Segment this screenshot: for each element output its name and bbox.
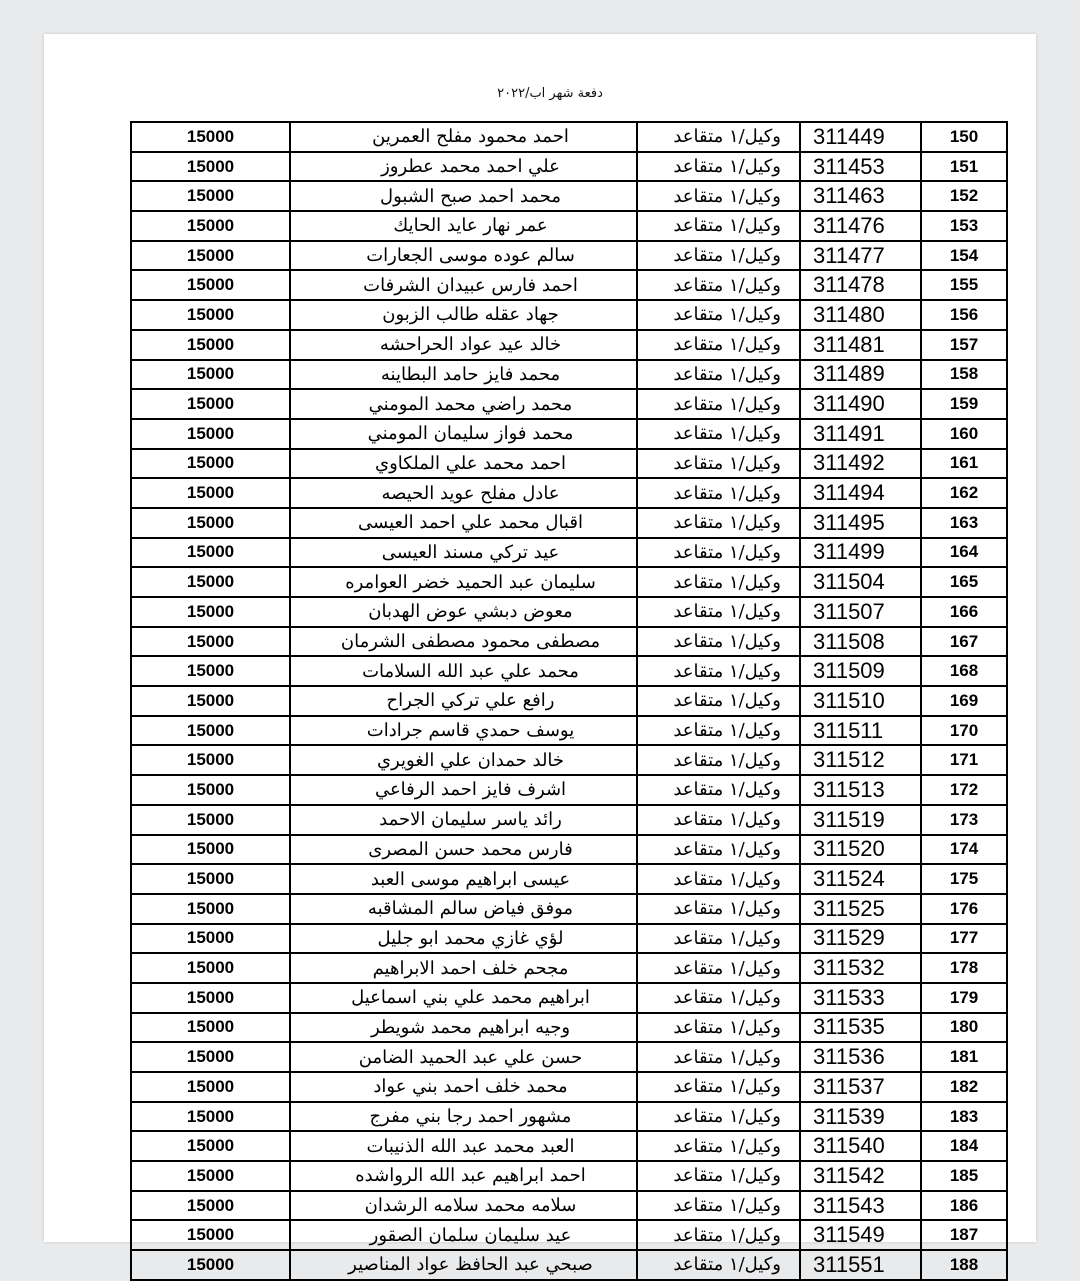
person-name-cell: عيد تركي مسند العيسى [290, 538, 637, 568]
amount-cell: 15000 [131, 508, 290, 538]
sequence-number-cell: 156 [921, 300, 1007, 330]
person-name-cell: احمد فارس عبيدان الشرفات [290, 270, 637, 300]
rank-status-cell: وكيل/١ متقاعد [637, 1161, 800, 1191]
amount-cell: 15000 [131, 1102, 290, 1132]
person-name-cell: سلامه محمد سلامه الرشدان [290, 1191, 637, 1221]
table-row [131, 745, 1007, 775]
employee-code-cell: 311536 [800, 1042, 921, 1072]
sequence-number-cell: 160 [921, 419, 1007, 449]
person-name-cell: احمد ابراهيم عبد الله الرواشده [290, 1161, 637, 1191]
amount-cell: 15000 [131, 1250, 290, 1280]
table-row [131, 389, 1007, 419]
person-name-cell: عادل مفلح عويد الحيصه [290, 478, 637, 508]
person-name-cell: احمد محمود مفلح العمرين [290, 122, 637, 152]
rank-status-cell: وكيل/١ متقاعد [637, 745, 800, 775]
person-name-cell: محمد خلف احمد بني عواد [290, 1072, 637, 1102]
amount-cell: 15000 [131, 1072, 290, 1102]
sequence-number-cell: 157 [921, 330, 1007, 360]
person-name-cell: محمد فايز حامد البطاينه [290, 360, 637, 390]
person-name-cell: محمد راضي محمد المومني [290, 389, 637, 419]
rank-status-cell: وكيل/١ متقاعد [637, 181, 800, 211]
amount-cell: 15000 [131, 745, 290, 775]
sequence-number-cell: 178 [921, 953, 1007, 983]
rank-status-cell: وكيل/١ متقاعد [637, 508, 800, 538]
employee-code-cell: 311492 [800, 449, 921, 479]
table-row [131, 1102, 1007, 1132]
employee-code-cell: 311532 [800, 953, 921, 983]
amount-cell: 15000 [131, 211, 290, 241]
table-row [131, 1042, 1007, 1072]
amount-cell: 15000 [131, 1161, 290, 1191]
table-row [131, 1191, 1007, 1221]
table-row [131, 1131, 1007, 1161]
table-row [131, 478, 1007, 508]
sequence-number-cell: 165 [921, 567, 1007, 597]
sequence-number-cell: 168 [921, 656, 1007, 686]
employee-code-cell: 311477 [800, 241, 921, 271]
sequence-number-cell: 170 [921, 716, 1007, 746]
amount-cell: 15000 [131, 449, 290, 479]
rank-status-cell: وكيل/١ متقاعد [637, 1250, 800, 1280]
rank-status-cell: وكيل/١ متقاعد [637, 924, 800, 954]
employee-code-cell: 311519 [800, 805, 921, 835]
person-name-cell: عيد سليمان سلمان الصقور [290, 1220, 637, 1250]
rank-status-cell: وكيل/١ متقاعد [637, 300, 800, 330]
amount-cell: 15000 [131, 894, 290, 924]
person-name-cell: العبد محمد عبد الله الذنيبات [290, 1131, 637, 1161]
rank-status-cell: وكيل/١ متقاعد [637, 389, 800, 419]
employee-code-cell: 311449 [800, 122, 921, 152]
person-name-cell: ابراهيم محمد علي بني اسماعيل [290, 983, 637, 1013]
sequence-number-cell: 159 [921, 389, 1007, 419]
amount-cell: 15000 [131, 716, 290, 746]
person-name-cell: عمر نهار عايد الحايك [290, 211, 637, 241]
table-row [131, 686, 1007, 716]
table-row [131, 181, 1007, 211]
rank-status-cell: وكيل/١ متقاعد [637, 864, 800, 894]
employee-code-cell: 311491 [800, 419, 921, 449]
amount-cell: 15000 [131, 1131, 290, 1161]
amount-cell: 15000 [131, 924, 290, 954]
sequence-number-cell: 166 [921, 597, 1007, 627]
employee-code-cell: 311509 [800, 656, 921, 686]
rank-status-cell: وكيل/١ متقاعد [637, 1102, 800, 1132]
sequence-number-cell: 152 [921, 181, 1007, 211]
amount-cell: 15000 [131, 686, 290, 716]
sequence-number-cell: 176 [921, 894, 1007, 924]
sequence-number-cell: 151 [921, 152, 1007, 182]
table-row [131, 122, 1007, 152]
table-row [131, 330, 1007, 360]
person-name-cell: محمد فواز سليمان المومني [290, 419, 637, 449]
amount-cell: 15000 [131, 775, 290, 805]
sequence-number-cell: 161 [921, 449, 1007, 479]
amount-cell: 15000 [131, 241, 290, 271]
sequence-number-cell: 167 [921, 627, 1007, 657]
rank-status-cell: وكيل/١ متقاعد [637, 538, 800, 568]
rank-status-cell: وكيل/١ متقاعد [637, 478, 800, 508]
rank-status-cell: وكيل/١ متقاعد [637, 419, 800, 449]
table-row [131, 864, 1007, 894]
table-row [131, 152, 1007, 182]
amount-cell: 15000 [131, 627, 290, 657]
amount-cell: 15000 [131, 805, 290, 835]
sequence-number-cell: 186 [921, 1191, 1007, 1221]
person-name-cell: معوض دبشي عوض الهدبان [290, 597, 637, 627]
amount-cell: 15000 [131, 656, 290, 686]
sequence-number-cell: 153 [921, 211, 1007, 241]
person-name-cell: يوسف حمدي قاسم جرادات [290, 716, 637, 746]
table-row [131, 953, 1007, 983]
employee-code-cell: 311490 [800, 389, 921, 419]
sequence-number-cell: 150 [921, 122, 1007, 152]
rank-status-cell: وكيل/١ متقاعد [637, 449, 800, 479]
rank-status-cell: وكيل/١ متقاعد [637, 1042, 800, 1072]
employee-code-cell: 311463 [800, 181, 921, 211]
amount-cell: 15000 [131, 538, 290, 568]
amount-cell: 15000 [131, 478, 290, 508]
rank-status-cell: وكيل/١ متقاعد [637, 894, 800, 924]
table-row [131, 449, 1007, 479]
table-row [131, 270, 1007, 300]
sequence-number-cell: 180 [921, 1013, 1007, 1043]
amount-cell: 15000 [131, 122, 290, 152]
table-row [131, 656, 1007, 686]
table-row [131, 567, 1007, 597]
rank-status-cell: وكيل/١ متقاعد [637, 360, 800, 390]
amount-cell: 15000 [131, 181, 290, 211]
person-name-cell: صبحي عبد الحافظ عواد المناصير [290, 1250, 637, 1280]
employee-code-cell: 311507 [800, 597, 921, 627]
rank-status-cell: وكيل/١ متقاعد [637, 953, 800, 983]
rank-status-cell: وكيل/١ متقاعد [637, 716, 800, 746]
employee-code-cell: 311478 [800, 270, 921, 300]
amount-cell: 15000 [131, 1042, 290, 1072]
sequence-number-cell: 177 [921, 924, 1007, 954]
employee-code-cell: 311495 [800, 508, 921, 538]
sequence-number-cell: 172 [921, 775, 1007, 805]
document-title: دفعة شهر اب/٢٠٢٢ [497, 86, 603, 101]
amount-cell: 15000 [131, 864, 290, 894]
sequence-number-cell: 155 [921, 270, 1007, 300]
person-name-cell: حسن علي عبد الحميد الضامن [290, 1042, 637, 1072]
employee-code-cell: 311499 [800, 538, 921, 568]
rank-status-cell: وكيل/١ متقاعد [637, 1191, 800, 1221]
payment-table [130, 121, 1008, 1281]
employee-code-cell: 311543 [800, 1191, 921, 1221]
sequence-number-cell: 162 [921, 478, 1007, 508]
rank-status-cell: وكيل/١ متقاعد [637, 211, 800, 241]
amount-cell: 15000 [131, 360, 290, 390]
rank-status-cell: وكيل/١ متقاعد [637, 1072, 800, 1102]
rank-status-cell: وكيل/١ متقاعد [637, 597, 800, 627]
table-row [131, 1220, 1007, 1250]
person-name-cell: محمد احمد صبح الشبول [290, 181, 637, 211]
sequence-number-cell: 174 [921, 835, 1007, 865]
person-name-cell: رائد ياسر سليمان الاحمد [290, 805, 637, 835]
table-row [131, 983, 1007, 1013]
rank-status-cell: وكيل/١ متقاعد [637, 775, 800, 805]
rank-status-cell: وكيل/١ متقاعد [637, 152, 800, 182]
rank-status-cell: وكيل/١ متقاعد [637, 627, 800, 657]
person-name-cell: موفق فياض سالم المشاقبه [290, 894, 637, 924]
table-row [131, 419, 1007, 449]
table-row [131, 1013, 1007, 1043]
table-row [131, 538, 1007, 568]
rank-status-cell: وكيل/١ متقاعد [637, 835, 800, 865]
rank-status-cell: وكيل/١ متقاعد [637, 122, 800, 152]
person-name-cell: اشرف فايز احمد الرفاعي [290, 775, 637, 805]
amount-cell: 15000 [131, 152, 290, 182]
employee-code-cell: 311537 [800, 1072, 921, 1102]
table-row [131, 300, 1007, 330]
sequence-number-cell: 173 [921, 805, 1007, 835]
sequence-number-cell: 163 [921, 508, 1007, 538]
person-name-cell: لؤي غازي محمد ابو جليل [290, 924, 637, 954]
employee-code-cell: 311549 [800, 1220, 921, 1250]
person-name-cell: اقبال محمد علي احمد العيسى [290, 508, 637, 538]
employee-code-cell: 311453 [800, 152, 921, 182]
amount-cell: 15000 [131, 953, 290, 983]
table-row [131, 1161, 1007, 1191]
amount-cell: 15000 [131, 835, 290, 865]
employee-code-cell: 311480 [800, 300, 921, 330]
sequence-number-cell: 181 [921, 1042, 1007, 1072]
employee-code-cell: 311510 [800, 686, 921, 716]
sequence-number-cell: 169 [921, 686, 1007, 716]
person-name-cell: مشهور احمد رجا بني مفرج [290, 1102, 637, 1132]
employee-code-cell: 311476 [800, 211, 921, 241]
person-name-cell: خالد عيد عواد الحراحشه [290, 330, 637, 360]
person-name-cell: عيسى ابراهيم موسى العبد [290, 864, 637, 894]
sequence-number-cell: 164 [921, 538, 1007, 568]
sequence-number-cell: 185 [921, 1161, 1007, 1191]
sequence-number-cell: 171 [921, 745, 1007, 775]
table-row [131, 211, 1007, 241]
table-row [131, 805, 1007, 835]
sequence-number-cell: 175 [921, 864, 1007, 894]
sequence-number-cell: 188 [921, 1250, 1007, 1280]
table-row [131, 1072, 1007, 1102]
employee-code-cell: 311539 [800, 1102, 921, 1132]
rank-status-cell: وكيل/١ متقاعد [637, 270, 800, 300]
rank-status-cell: وكيل/١ متقاعد [637, 805, 800, 835]
table-row [131, 1250, 1007, 1280]
amount-cell: 15000 [131, 330, 290, 360]
sequence-number-cell: 179 [921, 983, 1007, 1013]
person-name-cell: محمد علي عبد الله السلامات [290, 656, 637, 686]
amount-cell: 15000 [131, 597, 290, 627]
table-row [131, 597, 1007, 627]
table-row [131, 241, 1007, 271]
employee-code-cell: 311542 [800, 1161, 921, 1191]
sequence-number-cell: 183 [921, 1102, 1007, 1132]
rank-status-cell: وكيل/١ متقاعد [637, 1013, 800, 1043]
sequence-number-cell: 187 [921, 1220, 1007, 1250]
employee-code-cell: 311551 [800, 1250, 921, 1280]
amount-cell: 15000 [131, 983, 290, 1013]
table-row [131, 924, 1007, 954]
employee-code-cell: 311513 [800, 775, 921, 805]
employee-code-cell: 311512 [800, 745, 921, 775]
employee-code-cell: 311520 [800, 835, 921, 865]
person-name-cell: احمد محمد علي الملكاوي [290, 449, 637, 479]
employee-code-cell: 311511 [800, 716, 921, 746]
amount-cell: 15000 [131, 270, 290, 300]
person-name-cell: مجحم خلف احمد الابراهيم [290, 953, 637, 983]
person-name-cell: سالم عوده موسى الجعارات [290, 241, 637, 271]
rank-status-cell: وكيل/١ متقاعد [637, 567, 800, 597]
employee-code-cell: 311535 [800, 1013, 921, 1043]
person-name-cell: سليمان عبد الحميد خضر العوامره [290, 567, 637, 597]
employee-code-cell: 311504 [800, 567, 921, 597]
person-name-cell: وجيه ابراهيم محمد شويطر [290, 1013, 637, 1043]
person-name-cell: مصطفى محمود مصطفى الشرمان [290, 627, 637, 657]
employee-code-cell: 311489 [800, 360, 921, 390]
amount-cell: 15000 [131, 419, 290, 449]
employee-code-cell: 311481 [800, 330, 921, 360]
sequence-number-cell: 154 [921, 241, 1007, 271]
rank-status-cell: وكيل/١ متقاعد [637, 330, 800, 360]
rank-status-cell: وكيل/١ متقاعد [637, 241, 800, 271]
employee-code-cell: 311525 [800, 894, 921, 924]
rank-status-cell: وكيل/١ متقاعد [637, 983, 800, 1013]
table-row [131, 775, 1007, 805]
person-name-cell: رافع علي تركي الجراح [290, 686, 637, 716]
employee-code-cell: 311529 [800, 924, 921, 954]
rank-status-cell: وكيل/١ متقاعد [637, 686, 800, 716]
person-name-cell: خالد حمدان علي الغويري [290, 745, 637, 775]
person-name-cell: علي احمد محمد عطروز [290, 152, 637, 182]
employee-code-cell: 311524 [800, 864, 921, 894]
rank-status-cell: وكيل/١ متقاعد [637, 656, 800, 686]
table-row [131, 835, 1007, 865]
payment-table-body [131, 122, 1007, 1280]
table-row [131, 360, 1007, 390]
rank-status-cell: وكيل/١ متقاعد [637, 1220, 800, 1250]
amount-cell: 15000 [131, 567, 290, 597]
amount-cell: 15000 [131, 389, 290, 419]
rank-status-cell: وكيل/١ متقاعد [637, 1131, 800, 1161]
employee-code-cell: 311508 [800, 627, 921, 657]
table-row [131, 508, 1007, 538]
sequence-number-cell: 182 [921, 1072, 1007, 1102]
table-row [131, 716, 1007, 746]
amount-cell: 15000 [131, 1191, 290, 1221]
table-row [131, 627, 1007, 657]
person-name-cell: جهاد عقله طالب الزبون [290, 300, 637, 330]
amount-cell: 15000 [131, 300, 290, 330]
person-name-cell: فارس محمد حسن المصرى [290, 835, 637, 865]
amount-cell: 15000 [131, 1013, 290, 1043]
table-row [131, 894, 1007, 924]
sequence-number-cell: 184 [921, 1131, 1007, 1161]
employee-code-cell: 311494 [800, 478, 921, 508]
amount-cell: 15000 [131, 1220, 290, 1250]
employee-code-cell: 311533 [800, 983, 921, 1013]
employee-code-cell: 311540 [800, 1131, 921, 1161]
sequence-number-cell: 158 [921, 360, 1007, 390]
